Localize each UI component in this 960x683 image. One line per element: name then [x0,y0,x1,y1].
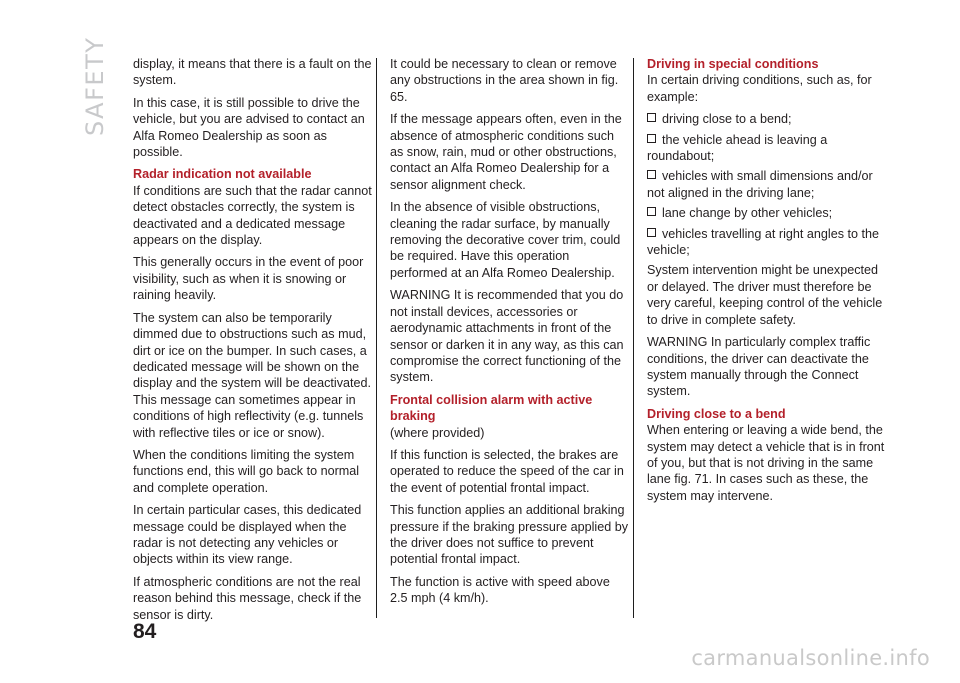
section-heading: Driving in special conditions [647,57,819,71]
section-side-label: SAFETY [81,36,109,136]
checkbox-bullet-icon [647,113,656,122]
section-heading: Driving close to a bend [647,406,786,421]
paragraph: In this case, it is still possible to drive the vehicle, but you are advised to contact an Alfa Romeo Dealership as soon as possible. [133,95,365,160]
paragraph: If this function is selected, the brakes are operated to reduce the speed of the car in the event of potential frontal impact. [390,447,624,495]
paragraph: This generally occurs in the event of poor visibility, such as when it is snowing or raining heavily. [133,255,364,303]
paragraph: If conditions are such that the radar cannot detect obstacles correctly, the system is deactivated and a dedicated message appears on the display. [133,183,372,248]
watermark: carmanualsonline.info [691,646,930,670]
list-item [647,168,887,201]
list-item-text: vehicles travelling at right angles to the vehicle; [647,226,880,258]
checkbox-bullet-icon [647,134,656,143]
text-column-2 [390,56,630,613]
list-item-text: the vehicle ahead is leaving a roundabout; [647,132,828,164]
list-item [647,132,887,165]
list-item [647,205,887,221]
checkbox-bullet-icon [647,207,656,216]
warning-paragraph: WARNING It is recommended that you do not install devices, accessories or aerodynamic attachments in front of the sensor or darken it in any way, as this can compromise the correct functioning of the system. [390,288,624,385]
checkbox-bullet-icon [647,228,656,237]
section-heading: Frontal collision alarm with active braking [390,392,593,424]
text-column-3 [647,56,887,510]
page-number: 84 [133,620,157,643]
list-item-text: lane change by other vehicles; [662,206,833,221]
paragraph: This function applies an additional braking pressure if the braking pressure applied by the driver does not suffice to prevent potential frontal impact. [390,503,629,567]
paragraph: If the message appears often, even in the absence of atmospheric conditions such as snow, rain, mud or other obstructions, contact an Alfa Romeo Dealership for a sensor alignment check. [390,112,622,192]
paragraph: In the absence of visible obstructions, cleaning the radar surface, by manually removing the decorative cover trim, could be required. Have this operation performed at an Alfa Romeo Dealership. [390,200,621,280]
text-column-1 [133,56,373,629]
paragraph: The system can also be temporarily dimmed due to obstructions such as mud, dirt or ice on the bumper. In such cases, a dedicated message will be shown on the display and the system will be deactivated. This message can sometimes appear in conditions of high reflectivity (e.g. tunnels with reflective tiles or ice or snow). [133,310,372,440]
paragraph: In certain particular cases, this dedicated message could be displayed when the radar is not detecting any vehicles or objects within its view range. [133,503,362,567]
section-heading: Radar indication not available [133,167,312,182]
paragraph: When entering or leaving a wide bend, the system may detect a vehicle that is in front of you, but that is not driving in the same lane fig. 71. In cases such as these, the system may intervene. [647,423,885,503]
list-item [647,111,887,127]
paragraph: (where provided) [390,425,485,440]
paragraph: It could be necessary to clean or remove any obstructions in the area shown in fig. 65. [390,57,619,104]
paragraph: The function is active with speed above 2.5 mph (4 km/h). [390,574,610,606]
checkbox-bullet-icon [647,170,656,179]
paragraph: If atmospheric conditions are not the real reason behind this message, check if the sensor is dirty. [133,574,362,622]
paragraph: When the conditions limiting the system functions end, this will go back to normal and complete operation. [133,447,360,495]
paragraph: System intervention might be unexpected or delayed. The driver must therefore be very careful, keeping control of the vehicle to drive in complete safety. [647,263,883,327]
warning-paragraph: WARNING In particularly complex traffic conditions, the driver can deactivate the system manually through the Connect system. [647,335,871,399]
list-item [647,226,887,259]
paragraph: display, it means that there is a fault on the system. [133,57,372,88]
paragraph: In certain driving conditions, such as, for example: [647,73,872,104]
column-divider [376,58,377,618]
list-item-text: vehicles with small dimensions and/or not aligned in the driving lane; [647,169,873,200]
column-divider [633,58,634,618]
list-item-text: driving close to a bend; [662,112,792,127]
